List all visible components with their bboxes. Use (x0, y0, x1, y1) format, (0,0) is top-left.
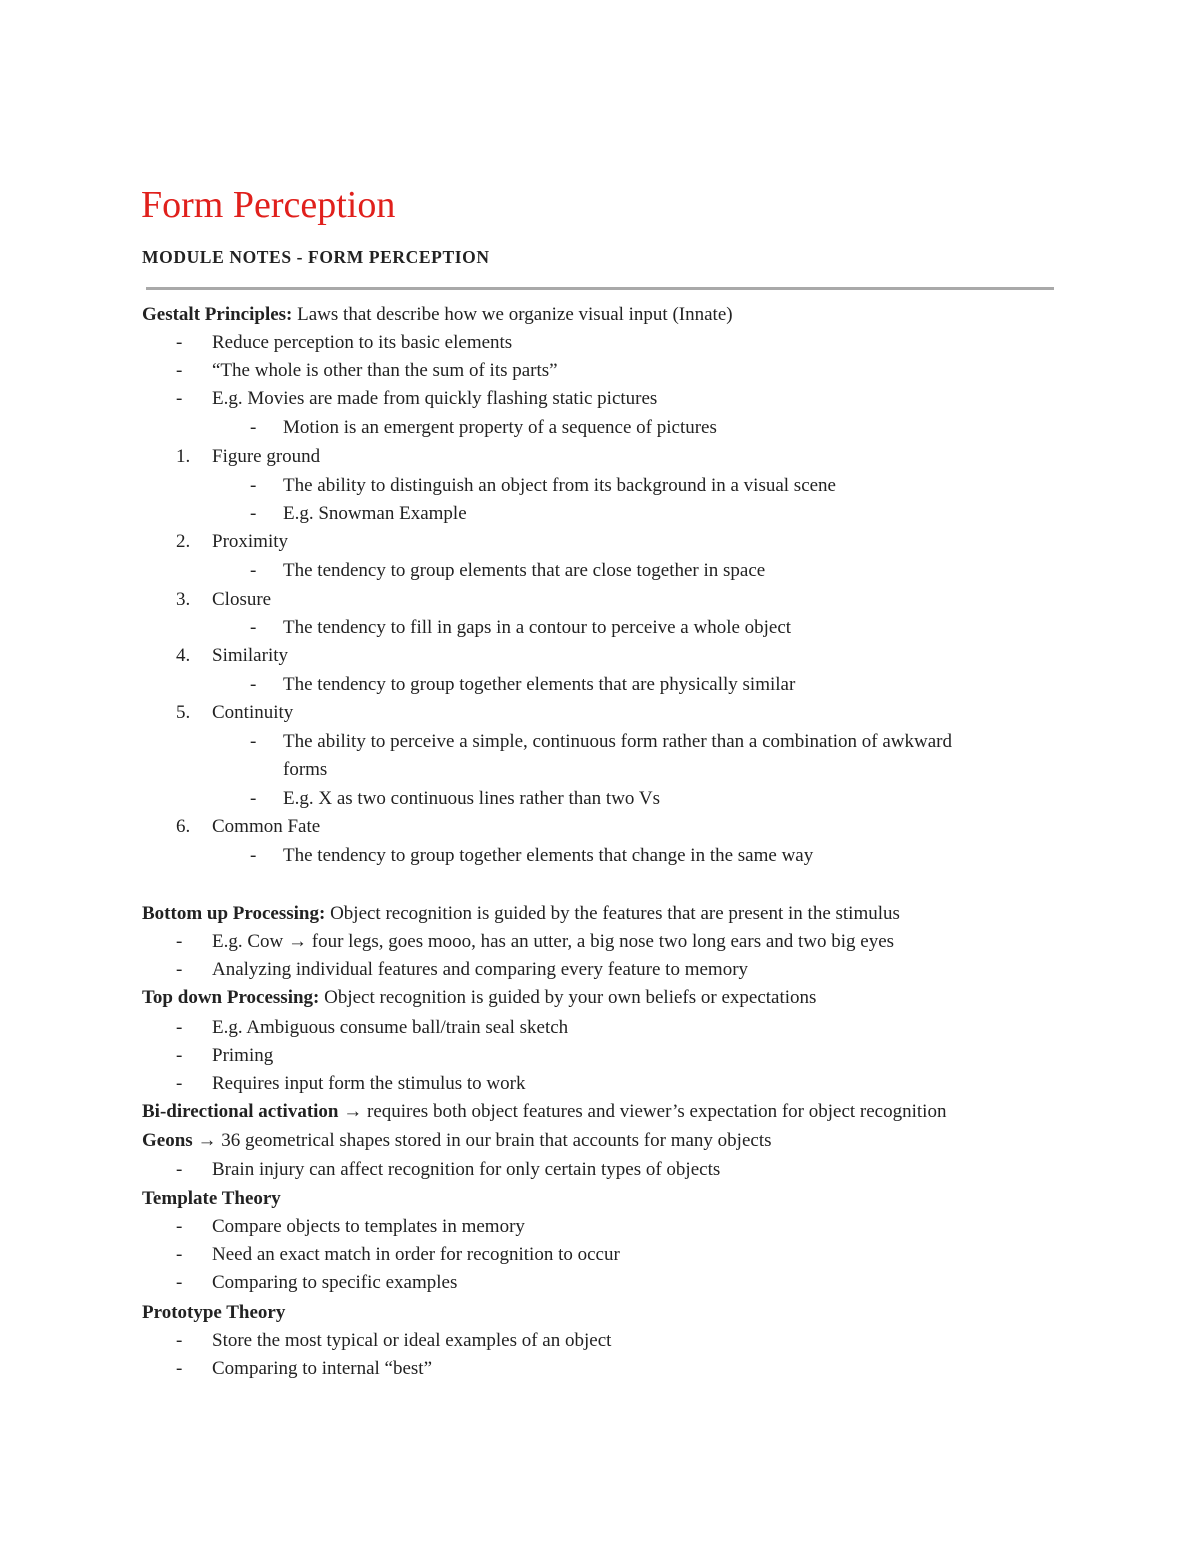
bullet-dash: - (176, 931, 183, 952)
horizontal-rule (146, 287, 1054, 290)
sub-bullet-dash: - (250, 475, 257, 496)
principle-name: Proximity (212, 531, 289, 552)
gestalt-heading (142, 302, 733, 328)
bottom-up-heading (142, 901, 900, 927)
principle-point: The tendency to fill in gaps in a contour to perceive a whole object (283, 617, 792, 638)
principle-name: Common Fate (212, 816, 321, 837)
list-number: 5. (176, 702, 191, 723)
top-down-label: Top down Processing: (142, 987, 320, 1008)
principle-point-continued: forms (283, 759, 328, 780)
bullet-dash: - (176, 1272, 183, 1293)
principle-point: E.g. X as two continuous lines rather than two Vs (283, 788, 660, 809)
prototype-theory-label: Prototype Theory (142, 1302, 286, 1323)
geons-heading (142, 1128, 772, 1154)
principle-point: The tendency to group together elements that change in the same way (283, 845, 814, 866)
sub-bullet-dash: - (250, 503, 257, 524)
principle-name: Closure (212, 589, 272, 610)
bottom-up-text: Object recognition is guided by the features that are present in the stimulus (325, 903, 900, 924)
list-number: 4. (176, 645, 191, 666)
geons-text: → 36 geometrical shapes stored in our brain that accounts for many objects (192, 1130, 772, 1151)
template-theory-heading (142, 1186, 281, 1212)
bullet-dash: - (176, 1045, 183, 1066)
template-theory-label: Template Theory (142, 1188, 281, 1209)
sub-bullet-dash: - (250, 845, 257, 866)
list-number: 2. (176, 531, 191, 552)
bottom-up-bullet: E.g. Cow → four legs, goes mooo, has an utter, a big nose two long ears and two big eyes (212, 931, 895, 952)
prototype-theory-bullet: Comparing to internal “best” (212, 1358, 433, 1379)
sub-bullet-dash: - (250, 617, 257, 638)
sub-bullet-dash: - (250, 674, 257, 695)
sub-bullet-dash: - (250, 731, 257, 752)
bullet-dash: - (176, 959, 183, 980)
list-number: 1. (176, 446, 191, 467)
top-down-heading (142, 985, 816, 1011)
gestalt-bullet: Reduce perception to its basic elements (212, 332, 513, 353)
principle-name: Figure ground (212, 446, 321, 467)
bullet-dash: - (176, 1073, 183, 1094)
bullet-dash: - (176, 1358, 183, 1379)
template-theory-bullet: Comparing to specific examples (212, 1272, 458, 1293)
gestalt-text: Laws that describe how we organize visual input (Innate) (292, 304, 733, 325)
bullet-dash: - (176, 1159, 183, 1180)
geons-bullet: Brain injury can affect recognition for only certain types of objects (212, 1159, 721, 1180)
sub-bullet-dash: - (250, 417, 257, 438)
template-theory-bullet: Need an exact match in order for recognition to occur (212, 1244, 620, 1265)
list-number: 3. (176, 589, 191, 610)
template-theory-bullet: Compare objects to templates in memory (212, 1216, 525, 1237)
principle-point: The ability to distinguish an object from its background in a visual scene (283, 475, 836, 496)
bullet-dash: - (176, 1330, 183, 1351)
principle-point: The tendency to group together elements that are physically similar (283, 674, 796, 695)
sub-bullet-dash: - (250, 788, 257, 809)
bottom-up-bullet: Analyzing individual features and comparing every feature to memory (212, 959, 749, 980)
bullet-dash: - (176, 332, 183, 353)
module-subtitle: MODULE NOTES - FORM PERCEPTION (142, 247, 490, 267)
bullet-dash: - (176, 1244, 183, 1265)
geons-label: Geons (142, 1130, 193, 1151)
bottom-up-label: Bottom up Processing: (142, 903, 326, 924)
bullet-dash: - (176, 360, 183, 381)
bidirectional-heading (142, 1099, 946, 1125)
top-down-bullet: Requires input form the stimulus to work (212, 1073, 526, 1094)
prototype-theory-heading (142, 1300, 285, 1326)
bullet-dash: - (176, 1017, 183, 1038)
list-number: 6. (176, 816, 191, 837)
principle-name: Continuity (212, 702, 294, 723)
principle-point: The tendency to group elements that are close together in space (283, 560, 766, 581)
page-title: Form Perception (141, 184, 396, 226)
gestalt-sub-bullet: Motion is an emergent property of a sequence of pictures (283, 417, 717, 438)
prototype-theory-bullet: Store the most typical or ideal examples of an object (212, 1330, 612, 1351)
principle-name: Similarity (212, 645, 288, 666)
gestalt-bullet: “The whole is other than the sum of its parts” (212, 360, 558, 381)
principle-point: The ability to perceive a simple, continuous form rather than a combination of awkward (283, 731, 953, 752)
top-down-text: Object recognition is guided by your own beliefs or expectations (319, 987, 817, 1008)
sub-bullet-dash: - (250, 560, 257, 581)
principle-point: E.g. Snowman Example (283, 503, 467, 524)
gestalt-bullet: E.g. Movies are made from quickly flashing static pictures (212, 388, 658, 409)
bullet-dash: - (176, 388, 183, 409)
top-down-bullet: E.g. Ambiguous consume ball/train seal sketch (212, 1017, 569, 1038)
bidirectional-label: Bi-directional activation (142, 1101, 339, 1122)
gestalt-label: Gestalt Principles: (142, 304, 293, 325)
bidirectional-text: → requires both object features and viewer’s expectation for object recognition (338, 1101, 947, 1122)
bullet-dash: - (176, 1216, 183, 1237)
top-down-bullet: Priming (212, 1045, 274, 1066)
